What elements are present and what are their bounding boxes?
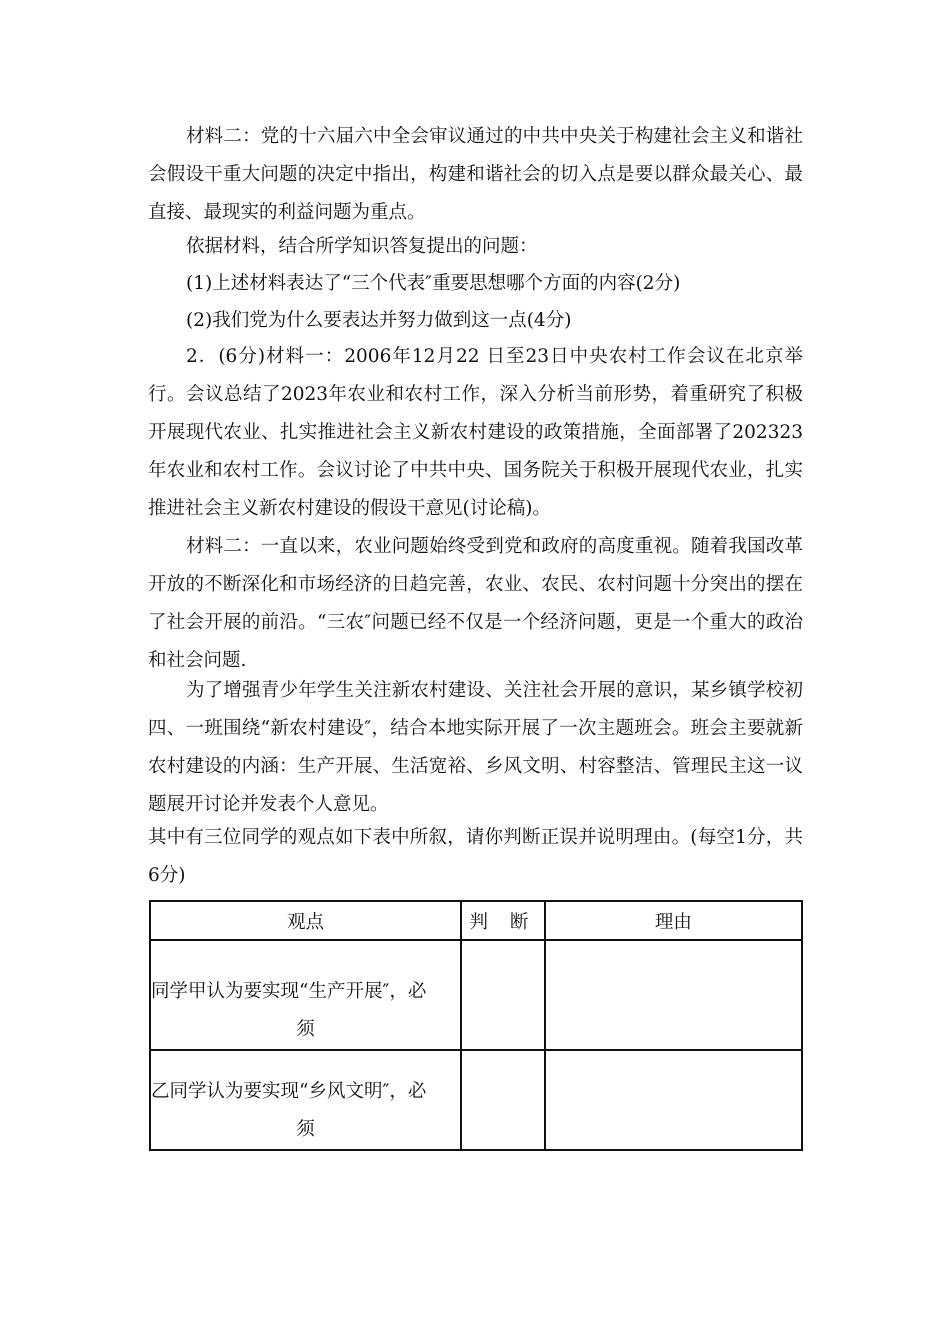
view-text-tail: 须	[296, 1119, 315, 1140]
view-text: 同学甲认为要实现“生产开展″，必	[151, 981, 427, 1002]
question-2: (2)我们党为什么要表达并努力做到这一点(4分)	[186, 310, 572, 331]
table-header-row	[150, 901, 802, 940]
judgment-cell[interactable]	[461, 1050, 545, 1150]
class-meeting-paragraph: 为了增强青少年学生关注新农村建设、关注社会开展的意识，某乡镇学校初四、一班围绕“新农村建设″，结合本地实际开展了一次主题班会。班会主要就新农村建设的内涵：生产开展、生活宽裕、乡风文明、村容整洁、管理民主这一议题展开讨论并发表个人意见。	[148, 680, 803, 815]
header-view: 观点	[150, 901, 461, 940]
header-judgment	[461, 901, 545, 940]
view-text-tail: 须	[296, 1019, 315, 1040]
question-1: (1)上述材料表达了“三个代表″重要思想哪个方面的内容(2分)	[186, 273, 681, 294]
table-row	[150, 940, 802, 1050]
reason-cell[interactable]	[545, 940, 802, 1050]
instruction-paragraph: 依据材料，结合所学知识答复提出的问题：	[186, 236, 538, 257]
problem-2-material-one: 2．(6分)材料一：2006年12月22 日至23日中央农村工作会议在北京举行。会议总结了2023年农业和农村工作，深入分析当前形势，着重研究了积极开展现代农业、扎实推进社会主义新农村建设的政策措施，全面部署了202323年农业和农村工作。会议讨论了中共中央、国务院关于积极开展现代农业，扎实推进社会主义新农村建设的假设干意见(讨论稿)。	[148, 346, 803, 519]
material-two-paragraph: 材料二：党的十六届六中全会审议通过的中共中央关于构建社会主义和谐社会假设干重大问题的决定中指出，构建和谐社会的切入点是要以群众最关心、最直接、最现实的利益问题为重点。	[148, 126, 803, 223]
header-judgment-label: 判 断	[469, 911, 537, 933]
view-cell	[150, 940, 461, 1050]
answer-table	[149, 900, 803, 1151]
judgment-cell[interactable]	[461, 940, 545, 1050]
reason-cell[interactable]	[545, 1050, 802, 1150]
view-cell	[150, 1050, 461, 1150]
table-row	[150, 1050, 802, 1150]
table-instruction: 其中有三位同学的观点如下表中所叙，请你判断正误并说明理由。(每空1分，共6分)	[148, 827, 803, 886]
problem-2-material-two: 材料二：一直以来，农业问题始终受到党和政府的高度重视。随着我国改革开放的不断深化和市场经济的日趋完善，农业、农民、农村问题十分突出的摆在了社会开展的前沿。“三农″问题已经不仅是一个经济问题，更是一个重大的政治和社会问题.	[148, 536, 803, 671]
header-reason: 理由	[545, 901, 802, 940]
view-text: 乙同学认为要实现“乡风文明″，必	[151, 1081, 427, 1102]
